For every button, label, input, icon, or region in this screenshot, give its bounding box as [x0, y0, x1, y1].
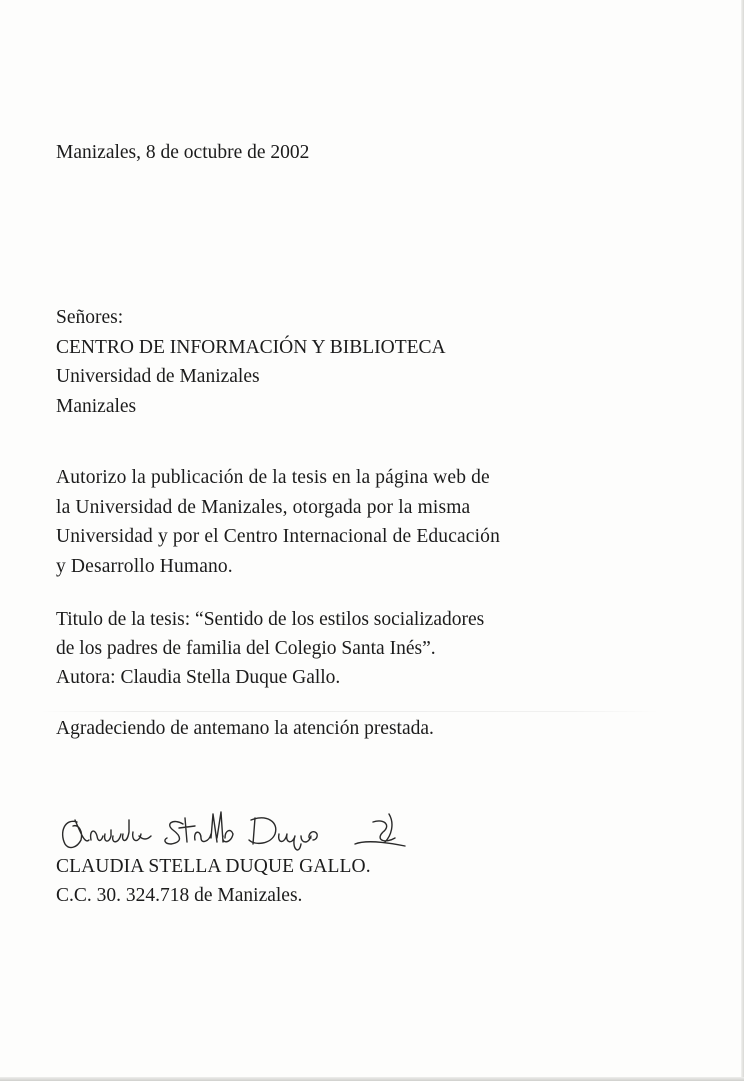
addressee-line-3: Manizales: [56, 395, 137, 417]
body-line-3: Universidad y por el Centro Internacional de Educación: [56, 526, 500, 547]
body-line-4: y Desarrollo Humano.: [56, 555, 233, 577]
addressee-block: [56, 303, 446, 421]
signer-id-line: C.C. 30. 324.718 de Manizales.: [56, 885, 303, 906]
addressee-line-2: Universidad de Manizales: [56, 366, 260, 387]
page-edge-bottom: [0, 1077, 744, 1081]
addressee-salutation: Señores:: [56, 307, 124, 328]
thesis-block: [56, 605, 484, 692]
signer-printed-name: CLAUDIA STELLA DUQUE GALLO.: [56, 856, 371, 877]
addressee-line-1: CENTRO DE INFORMACIÓN Y BIBLIOTECA: [56, 336, 446, 358]
thesis-title-line-2: de los padres de familia del Colegio Santa Inés”.: [56, 638, 436, 659]
authorization-paragraph: [56, 463, 608, 581]
thesis-author: Autora: Claudia Stella Duque Gallo.: [56, 667, 341, 688]
body-line-1: Autorizo la publicación de la tesis en la página web de: [56, 467, 490, 488]
body-line-2: la Universidad de Manizales, otorgada por la misma: [56, 496, 471, 518]
thesis-title-line-1: Titulo de la tesis: “Sentido de los estilos socializadores: [56, 609, 485, 630]
letter-date: Manizales, 8 de octubre de 2002: [56, 142, 310, 163]
paper-fold-line: [40, 711, 660, 712]
closing-line: Agradeciendo de antemano la atención prestada.: [56, 718, 434, 739]
